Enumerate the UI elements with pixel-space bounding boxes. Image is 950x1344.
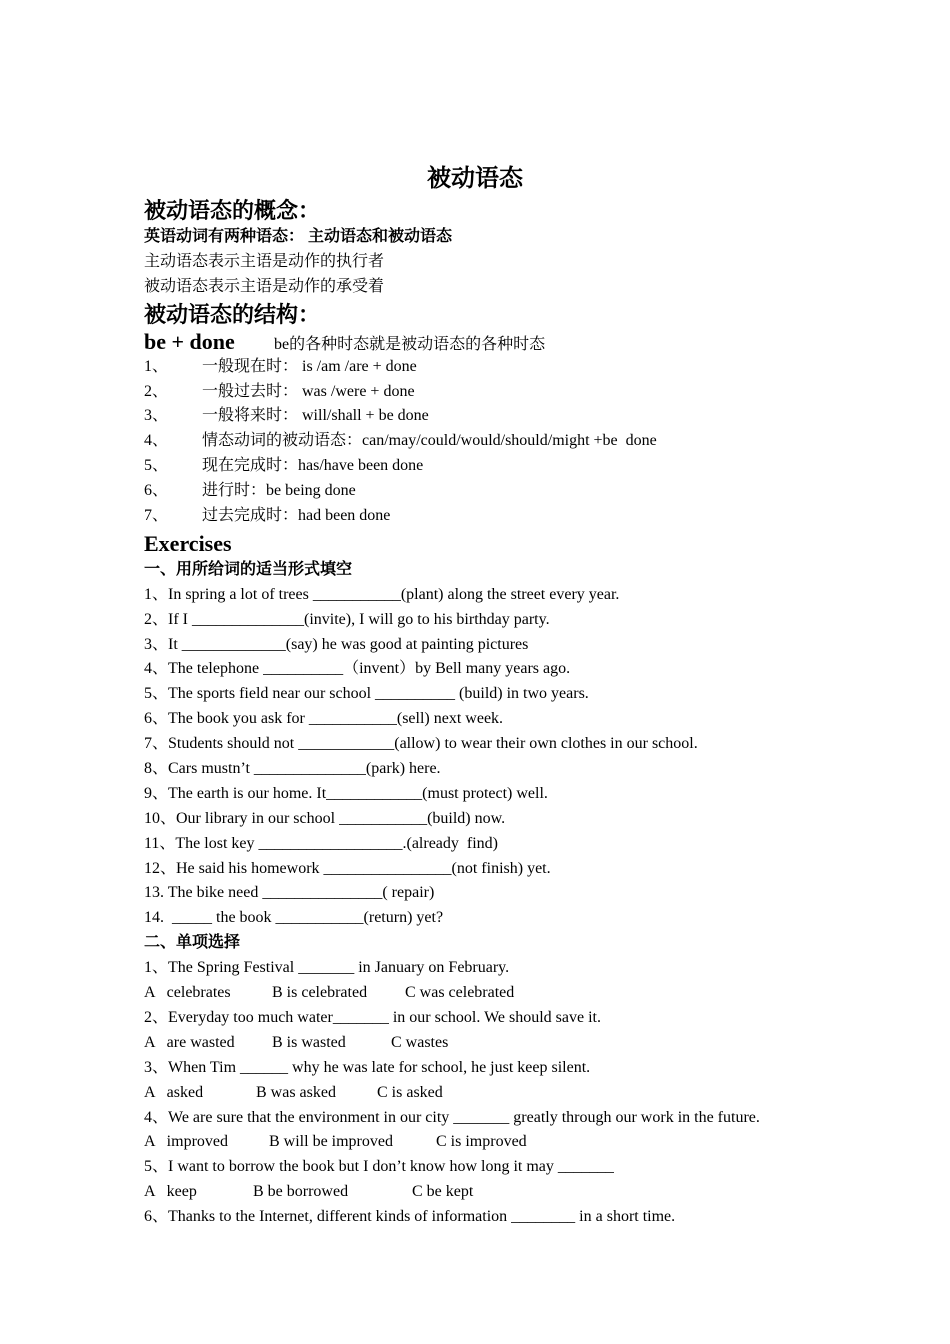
structure-heading: 被动语态的结构： [144, 301, 321, 327]
option-c: C is improved [436, 1133, 527, 1151]
option-a: A are wasted [144, 1033, 235, 1051]
mc-question: 3、When Tim ______ why he was late for school, he just keep silent. [144, 1058, 591, 1076]
structure-note: be的各种时态就是被动语态的各种时态 [274, 335, 546, 353]
option-a: A celebrates [144, 984, 231, 1002]
concept-heading: 被动语态的概念： [144, 198, 321, 223]
fill-blank-item: 11、The lost key __________________.(already find) [144, 834, 499, 852]
tense-number: 1、 [144, 357, 169, 375]
concept-bold-line: 英语动词有两种语态： 主动语态和被动语态 [144, 228, 453, 245]
option-b: B was asked [256, 1083, 336, 1101]
tense-item [144, 380, 844, 405]
tense-text: 情态动词的被动语态：can/may/could/would/should/might +be done [202, 432, 657, 450]
tense-number: 2、 [144, 382, 169, 400]
structure-formula: be + done [144, 328, 235, 354]
option-b: B will be improved [269, 1133, 393, 1151]
mc-options [144, 981, 844, 1006]
part1-heading: 一、用所给词的适当形式填空 [144, 560, 353, 578]
tense-text: 现在完成时：has/have been done [202, 457, 424, 475]
option-c: C be kept [412, 1183, 474, 1201]
fill-blank-item: 6、The book you ask for ___________(sell) next week. [144, 710, 504, 728]
mc-question: 2、Everyday too much water_______ in our school. We should save it. [144, 1008, 602, 1026]
mc-question: 1、The Spring Festival _______ in January on February. [144, 959, 510, 977]
tense-number: 3、 [144, 407, 169, 425]
mc-options [144, 1180, 844, 1205]
tense-number: 7、 [144, 507, 169, 525]
tense-item [144, 454, 844, 479]
tense-number: 6、 [144, 482, 169, 500]
option-c: C wastes [391, 1033, 449, 1051]
tense-item [144, 479, 844, 504]
part2-heading: 二、单项选择 [144, 934, 241, 952]
document-title: 被动语态 [427, 166, 523, 192]
tense-item [144, 355, 844, 380]
concept-line: 主动语态表示主语是动作的执行者 [144, 252, 385, 270]
option-b: B is celebrated [272, 984, 368, 1002]
mc-question: 4、We are sure that the environment in our city _______ greatly through our work in the future. [144, 1108, 760, 1126]
fill-blank-item: 5、The sports field near our school __________ (build) in two years. [144, 685, 589, 703]
tense-item [144, 504, 844, 529]
option-b: B be borrowed [253, 1183, 349, 1201]
document-body [144, 196, 844, 1230]
tense-item [144, 404, 844, 429]
tense-text: 一般过去时： was /were + done [202, 382, 415, 400]
tense-text: 一般现在时： is /am /are + done [202, 357, 417, 375]
option-a: A improved [144, 1133, 228, 1151]
fill-blank-item: 13. The bike need _______________( repair) [144, 884, 435, 902]
fill-blank-item: 14. _____ the book ___________(return) yet? [144, 909, 444, 927]
fill-blank-item: 8、Cars mustn’t ______________(park) here. [144, 760, 441, 778]
fill-blank-item: 2、If I ______________(invite), I will go to his birthday party. [144, 610, 550, 628]
option-c: C was celebrated [405, 984, 515, 1002]
fill-blank-item: 9、The earth is our home. It____________(must protect) well. [144, 784, 548, 802]
mc-question: 6、Thanks to the Internet, different kinds of information ________ in a short time. [144, 1208, 676, 1226]
mc-options [144, 1130, 844, 1155]
option-a: A asked [144, 1083, 204, 1101]
fill-blank-item: 3、It _____________(say) he was good at painting pictures [144, 635, 529, 653]
fill-blank-item: 12、He said his homework ________________(not finish) yet. [144, 859, 551, 877]
tense-number: 4、 [144, 432, 169, 450]
structure-formula-row [144, 329, 844, 355]
tense-text: 过去完成时：had been done [202, 507, 391, 525]
tense-number: 5、 [144, 457, 169, 475]
mc-options [144, 1081, 844, 1106]
option-a: A keep [144, 1183, 197, 1201]
tense-item [144, 429, 844, 454]
fill-blank-item: 10、Our library in our school ___________(build) now. [144, 809, 506, 827]
concept-line: 被动语态表示主语是动作的承受着 [144, 277, 385, 295]
tense-text: 一般将来时： will/shall + be done [202, 407, 429, 425]
mc-options [144, 1031, 844, 1056]
tense-text: 进行时：be being done [202, 482, 356, 500]
exercises-heading: Exercises [144, 530, 232, 556]
fill-blank-item: 7、Students should not ____________(allow) to wear their own clothes in our school. [144, 735, 698, 753]
mc-question: 5、I want to borrow the book but I don’t know how long it may _______ [144, 1158, 614, 1176]
option-c: C is asked [377, 1083, 443, 1101]
fill-blank-item: 4、The telephone __________（invent）by Bell many years ago. [144, 660, 571, 678]
fill-blank-item: 1、In spring a lot of trees ___________(plant) along the street every year. [144, 585, 620, 603]
option-b: B is wasted [272, 1033, 346, 1051]
